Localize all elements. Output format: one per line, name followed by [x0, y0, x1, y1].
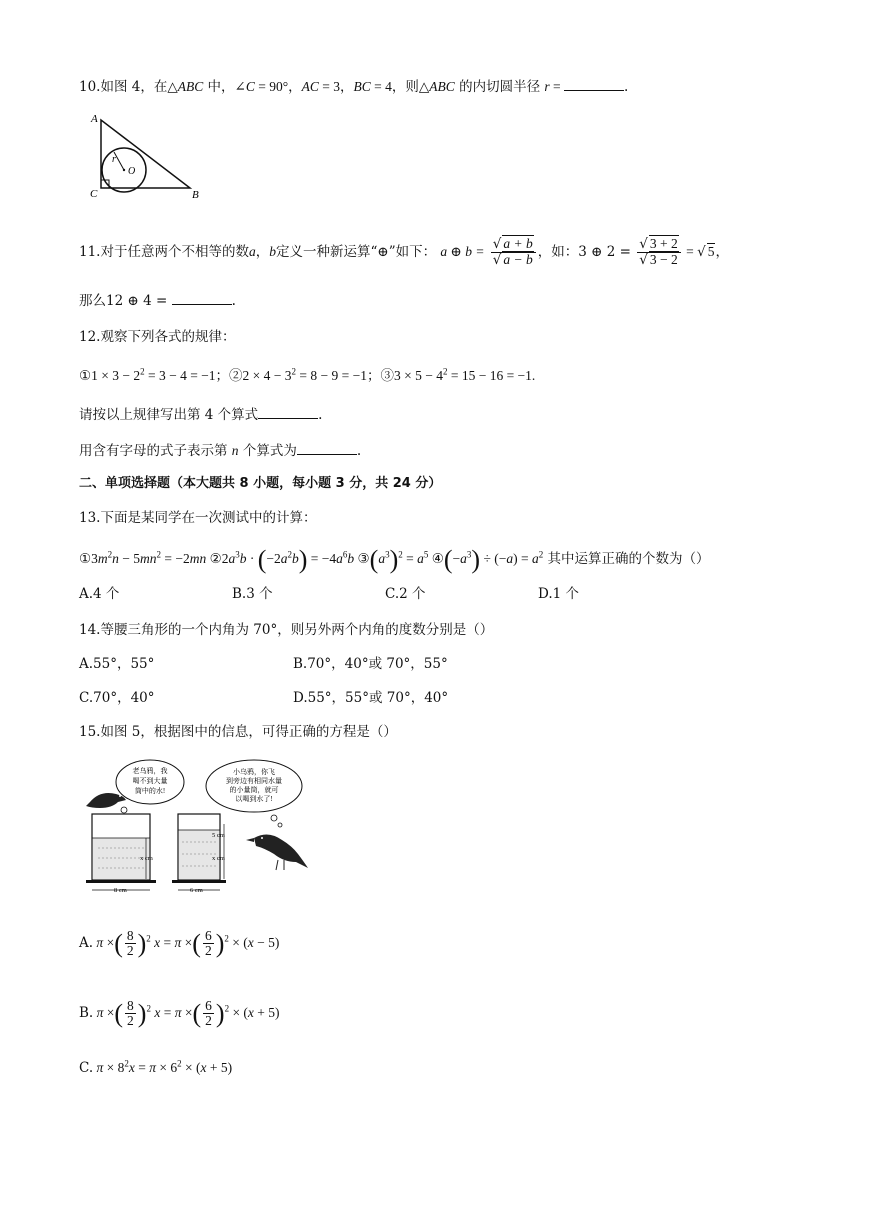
answer-blank — [172, 290, 232, 305]
question-13-formulas: $①3m^2n - 5mn^2 = -2mn$ $②2a^3b \cdot (-2a^2b) = -4a^6b$ $③(a^3)^2 = a^5$ $④(-a^3) \div (-a) = a^2$ 其中运算正确的个数为（） — [79, 544, 710, 574]
q13-option-c[interactable]: C.2 个 — [385, 586, 426, 602]
question-12-title: 12.观察下列各式的规律： — [79, 329, 236, 345]
q13-option-b[interactable]: B.3 个 — [232, 586, 273, 602]
q13-option-d[interactable]: D.1 个 — [538, 586, 580, 602]
question-12-line4: 用含有字母的式子表示第 n 个算式为 . — [79, 440, 361, 461]
q14-option-c[interactable]: C.70°，40° — [79, 690, 155, 706]
figure-5-crows-cylinders — [78, 758, 310, 898]
question-13-title: 13.下面是某同学在一次测试中的计算： — [79, 510, 317, 526]
label-x-cm: x cm — [140, 855, 153, 862]
q15-option-c[interactable]: C. $\pi \times 8^2x = \pi \times 6^2 \times (x + 5)$ — [79, 1058, 233, 1076]
bubble1-line2: 喝不到大量 — [132, 777, 168, 785]
question-12-line3: 请按以上规律写出第 4 个算式 . — [79, 404, 322, 425]
label-B: B — [192, 189, 199, 200]
answer-blank — [564, 76, 624, 91]
figure-4-triangle — [86, 110, 206, 200]
question-11: 11.对于任意两个不相等的数a，b定义一种新运算“⊕”如下： a ⊕ b = $\frac{√ a + b}{√ a - b}$ ，如：3 ⊕ 2 = $\frac{√ 3 + 2}{√ 3 - 2}$ = √ 5， — [79, 236, 729, 268]
q14-option-a[interactable]: A.55°，55° — [79, 656, 155, 672]
bubble2-line4: 以喝到水了! — [235, 795, 273, 803]
label-6-cm: 6 cm — [190, 887, 203, 894]
question-10: 10.如图 4，在△ABC 中，∠C = 90°，AC = 3，BC = 4，则△ABC 的内切圆半径 r = . — [79, 76, 628, 97]
label-A: A — [91, 113, 98, 125]
q14-option-d[interactable]: D.55°，55°或 70°，40° — [293, 690, 449, 706]
answer-blank — [297, 440, 357, 455]
question-11-line2: 那么12 ⊕ 4 = . — [79, 290, 236, 311]
label-r: r — [112, 154, 116, 165]
q15-option-b[interactable]: B. π ×( $\frac{8}{2}$ )$^2$ x = π ×( $\frac{6}{2}$ )$^2$ × (x + 5) — [79, 997, 280, 1029]
q13-option-a[interactable]: A.4 个 — [79, 586, 120, 602]
bubble1-line3: 筒中的水! — [134, 787, 166, 795]
question-15-title: 15.如图 5，根据图中的信息，可得正确的方程是（） — [79, 724, 397, 740]
bubble1-line1: 老乌鸦，我 — [132, 767, 168, 775]
label-O: O — [128, 166, 136, 177]
section-2-heading: 二、单项选择题（本大题共 8 小题，每小题 3 分，共 24 分） — [79, 476, 442, 491]
q14-option-b[interactable]: B.70°，40°或 70°，55° — [293, 656, 448, 672]
bubble2-line2: 到旁边有相同水量 — [226, 777, 282, 785]
label-x-cm-2: x cm — [212, 855, 225, 862]
label-8-cm: 8 cm — [114, 887, 127, 894]
question-12-formulas: ①1 × $3 - 2^2 = 3 - 4 = -1$；②2 × $4 - 3^2 = 8 - 9 = -1$；③3 × $5 - 4^2 = 15 - 16 = -1$. — [79, 366, 536, 383]
q15-option-a[interactable]: A. π ×( $\frac{8}{2}$ )$^2$ x = π ×( $\frac{6}{2}$ )$^2$ × (x − 5) — [79, 927, 280, 959]
label-5-cm: 5 cm — [212, 832, 225, 839]
bubble2-line1: 小乌鸦，你飞 — [233, 768, 275, 776]
answer-blank — [258, 404, 318, 419]
bubble2-line3: 的小量筒，就可 — [229, 786, 279, 794]
label-C: C — [90, 188, 98, 200]
question-14-title: 14.等腰三角形的一个内角为 70°，则另外两个内角的度数分别是（） — [79, 622, 494, 638]
